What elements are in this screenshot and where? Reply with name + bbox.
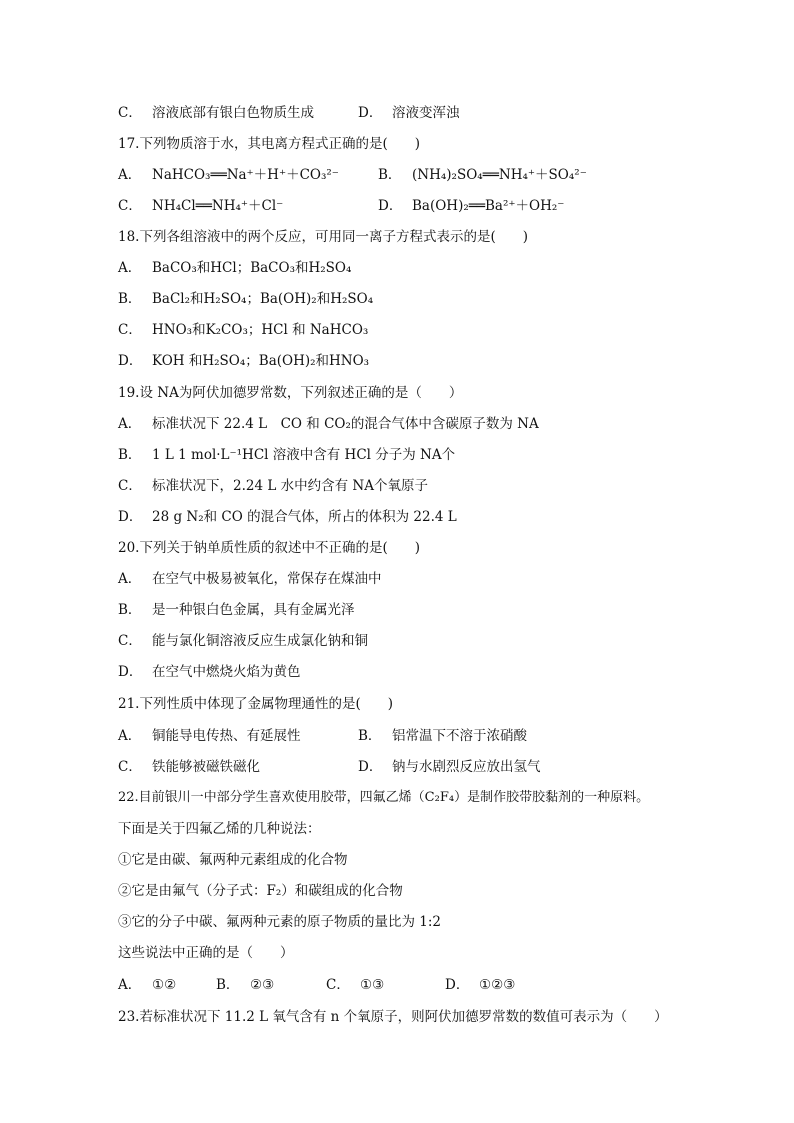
option-c: C． 标准状况下，2.24 L 水中约含有 NA个氧原子 — [118, 478, 428, 494]
option-d: D． KOH 和H₂SO₄；Ba(OH)₂和HNO₃ — [118, 353, 370, 369]
question-22-ask: 这些说法中正确的是（ ） — [118, 945, 294, 961]
option-d: D． ①②③ — [445, 977, 516, 993]
option-a: A． 铜能导电传热、有延展性 — [118, 728, 301, 744]
option-d: D． 28 g N₂和 CO 的混合气体，所占的体积为 22.4 L — [118, 509, 457, 525]
question-22-intro: 下面是关于四氟乙烯的几种说法： — [118, 821, 321, 837]
option-a: A． BaCO₃和HCl；BaCO₃和H₂SO₄ — [118, 260, 352, 276]
question-19-stem: 19.设 NA为阿伏加德罗常数，下列叙述正确的是（ ） — [118, 385, 463, 401]
option-b: B． 是一种银白色金属，具有金属光泽 — [118, 602, 355, 618]
option-c: C． NH₄Cl══NH₄⁺＋Cl⁻ — [118, 198, 284, 214]
option-a: A． 标准状况下 22.4 L CO 和 CO₂的混合气体中含碳原子数为 NA — [118, 416, 539, 432]
statement-3: ③它的分子中碳、氟两种元素的原子物质的量比为 1:2 — [118, 914, 442, 930]
option-c: C． 溶液底部有银白色物质生成 — [118, 105, 314, 121]
option-b: B． (NH₄)₂SO₄══NH₄⁺＋SO₄²⁻ — [378, 167, 587, 183]
option-b: B． 1 L 1 mol·L⁻¹HCl 溶液中含有 HCl 分子为 NA个 — [118, 447, 456, 463]
option-d: D． Ba(OH)₂══Ba²⁺＋OH₂⁻ — [378, 198, 565, 214]
question-22-stem: 22.目前银川一中部分学生喜欢使用胶带，四氟乙烯（C₂F₄）是制作胶带胶黏剂的一种原料。 — [118, 790, 650, 805]
option-b: B． 铝常温下不溶于浓硝酸 — [358, 728, 527, 744]
option-c: C． 能与氯化铜溶液反应生成氯化钠和铜 — [118, 633, 368, 649]
option-a: A． NaHCO₃══Na⁺＋H⁺＋CO₃²⁻ — [118, 167, 339, 183]
question-17-stem: 17.下列物质溶于水，其电离方程式正确的是( ) — [118, 136, 421, 152]
option-d: D． 在空气中燃烧火焰为黄色 — [118, 664, 301, 680]
statement-2: ②它是由氟气（分子式：F₂）和碳组成的化合物 — [118, 883, 403, 899]
question-20-stem: 20.下列关于钠单质性质的叙述中不正确的是( ) — [118, 540, 421, 556]
option-a: A． ①② — [118, 977, 177, 993]
option-c: C． HNO₃和K₂CO₃；HCl 和 NaHCO₃ — [118, 322, 369, 338]
question-23-stem: 23.若标准状况下 11.2 L 氧气含有 n 个氧原子，则阿伏加德罗常数的数值可表示为（ ） — [118, 1009, 668, 1025]
option-b: B． ②③ — [216, 977, 275, 993]
option-d: D． 溶液变浑浊 — [358, 105, 460, 121]
question-18-stem: 18.下列各组溶液中的两个反应，可用同一离子方程式表示的是( ) — [118, 229, 529, 245]
option-c: C． 铁能够被磁铁磁化 — [118, 759, 260, 775]
option-a: A． 在空气中极易被氧化，常保存在煤油中 — [118, 571, 382, 587]
option-c: C． ①③ — [326, 977, 385, 993]
question-21-stem: 21.下列性质中体现了金属物理通性的是( ) — [118, 696, 394, 712]
option-d: D． 钠与水剧烈反应放出氢气 — [358, 759, 541, 775]
option-b: B． BaCl₂和H₂SO₄；Ba(OH)₂和H₂SO₄ — [118, 291, 374, 307]
statement-1: ①它是由碳、氟两种元素组成的化合物 — [118, 852, 348, 868]
